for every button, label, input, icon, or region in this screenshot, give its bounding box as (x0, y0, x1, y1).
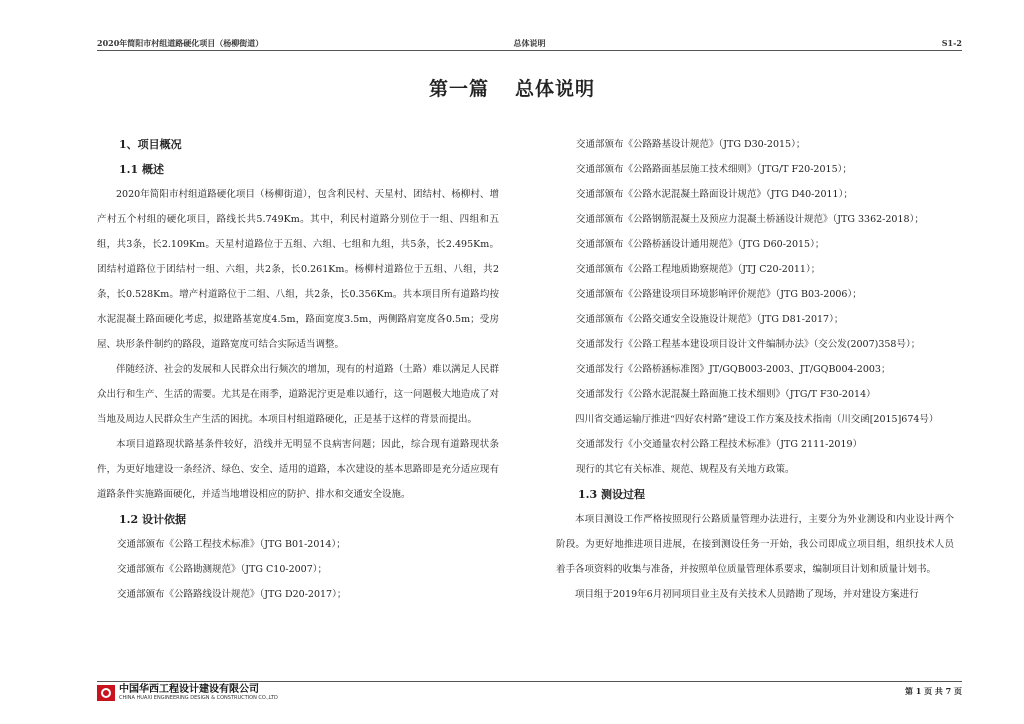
company-logo (97, 684, 278, 702)
paragraph-site-visit: 项目组于2019年6月初同项目业主及有关技术人员踏勘了现场，并对建设方案进行 (575, 589, 919, 600)
basis-item: 交通部颁布《公路建设项目环境影响评价规范》（JTG B03-2006）； (576, 289, 862, 300)
heading-survey-process: 1.3 测设过程 (578, 488, 645, 501)
project-name: 2020年简阳市村组道路硬化项目（杨柳街道） (97, 38, 264, 48)
footer-divider (97, 681, 962, 682)
basis-item: 交通部发行《小交通量农村公路工程技术标准》（JTG 2111-2019） (576, 439, 863, 450)
company-logo-icon (97, 685, 115, 701)
sheet-number: S1-2 (941, 38, 962, 48)
basis-item: 交通部颁布《公路桥涵设计通用规范》（JTG D60-2015）； (576, 239, 825, 250)
basis-item: 交通部发行《公路工程基本建设项目设计文件编制办法》（交公发(2007)358号）； (576, 339, 921, 350)
basis-item-sichuan: 四川省交通运输厅推进“四好农村路”建设工作方案及技术指南（川交函[2015]674号） (575, 414, 939, 425)
company-name-en: CHINA HUAXI ENGINEERING DESIGN & CONSTRUCTION CO.,LTD (119, 695, 278, 701)
basis-item: 交通部发行《公路桥涵标准图》JT/GQB003-2003、JT/GQB004-2003； (576, 364, 891, 375)
basis-item: 交通部颁布《公路水泥混凝土路面设计规范》（JTG D40-2011）； (576, 189, 853, 200)
basis-item: 交通部颁布《公路交通安全设施设计规范》（JTG D81-2017）； (576, 314, 844, 325)
title-name: 总体说明 (515, 78, 596, 100)
section-name: 总体说明 (513, 38, 546, 48)
left-column (97, 132, 499, 607)
paragraph-background: 伴随经济、社会的发展和人民群众出行频次的增加，现有的村道路（土路）难以满足人民群众出行和生产、生活的需要。尤其是在雨季，道路泥泞更是难以通行，这一问题极大地造成了对当地及周边人民群众生产生活的困扰。本项目村组道路硬化，正是基于这样的背景而提出。 (97, 364, 499, 425)
heading-design-basis: 1.2 设计依据 (119, 513, 186, 526)
basis-item: 交通部颁布《公路路线设计规范》（JTG D20-2017）； (117, 589, 347, 600)
page-header (97, 38, 962, 51)
paragraph-survey: 本项目测设工作严格按照现行公路质量管理办法进行，主要分为外业测设和内业设计两个阶段。为更好地推进项目进展，在接到测设任务一开始，我公司即成立项目组，组织技术人员着手各项资料的收集与准备，并按照单位质量管理体系要求，编制项目计划和质量计划书。 (556, 514, 954, 575)
basis-item: 交通部颁布《公路工程地质勘察规范》（JTJ C20-2011）； (576, 264, 821, 275)
basis-item: 现行的其它有关标准、规范、规程及有关地方政策。 (576, 464, 795, 475)
page-title (0, 74, 1024, 101)
paragraph-summary: 2020年简阳市村组道路硬化项目（杨柳街道），包含利民村、天星村、团结村、杨柳村、增产村五个村组的硬化项目，路线长共5.749Km。其中，利民村道路分别位于一组、四组和五组，共3条，长2.109Km。天星村道路位于五组、六组、七组和九组，共5条，长2.495Km。团结村道路位于团结村一组、六组，共2条，长0.261Km。杨柳村道路位于五组、八组，共2条，长0.528Km。增产村道路位于二组、八组，共2条，长0.356Km。共本项目所有道路均按水泥混凝土路面硬化考虑，拟建路基宽度4.5m，路面宽度3.5m，两侧路肩宽度各0.5m；受房屋、块形条件制约的路段，道路宽度可结合实际适当调整。 (97, 189, 499, 350)
paragraph-approach: 本项目道路现状路基条件较好，沿线并无明显不良病害问题；因此，综合现有道路现状条件，为更好地建设一条经济、绿色、安全、适用的道路，本次建设的基本思路即是充分适应现有道路条件实施路面硬化，并适当地增设相应的防护、排水和交通安全设施。 (97, 439, 499, 500)
basis-item: 交通部颁布《公路路基设计规范》（JTG D30-2015）； (576, 139, 806, 150)
heading-summary: 1.1 概述 (119, 163, 164, 176)
company-name-cn: 中国华西工程设计建设有限公司 (119, 684, 259, 695)
basis-item: 交通部颁布《公路路面基层施工技术细则》（JTG/T F20-2015）； (576, 164, 852, 175)
title-part: 第一篇 (428, 78, 489, 100)
basis-item: 交通部颁布《公路钢筋混凝土及预应力混凝土桥涵设计规范》（JTG 3362-2018）； (576, 214, 924, 225)
page-number: 第 1 页 共 7 页 (904, 686, 962, 696)
heading-project-overview: 1、项目概况 (119, 138, 182, 151)
basis-item: 交通部发行《公路水泥混凝土路面施工技术细则》（JTG/T F30-2014） (576, 389, 876, 400)
basis-item: 交通部颁布《公路工程技术标准》（JTG B01-2014）； (117, 539, 346, 550)
basis-item: 交通部颁布《公路勘测规范》（JTG C10-2007）； (117, 564, 327, 575)
right-column (556, 132, 954, 607)
